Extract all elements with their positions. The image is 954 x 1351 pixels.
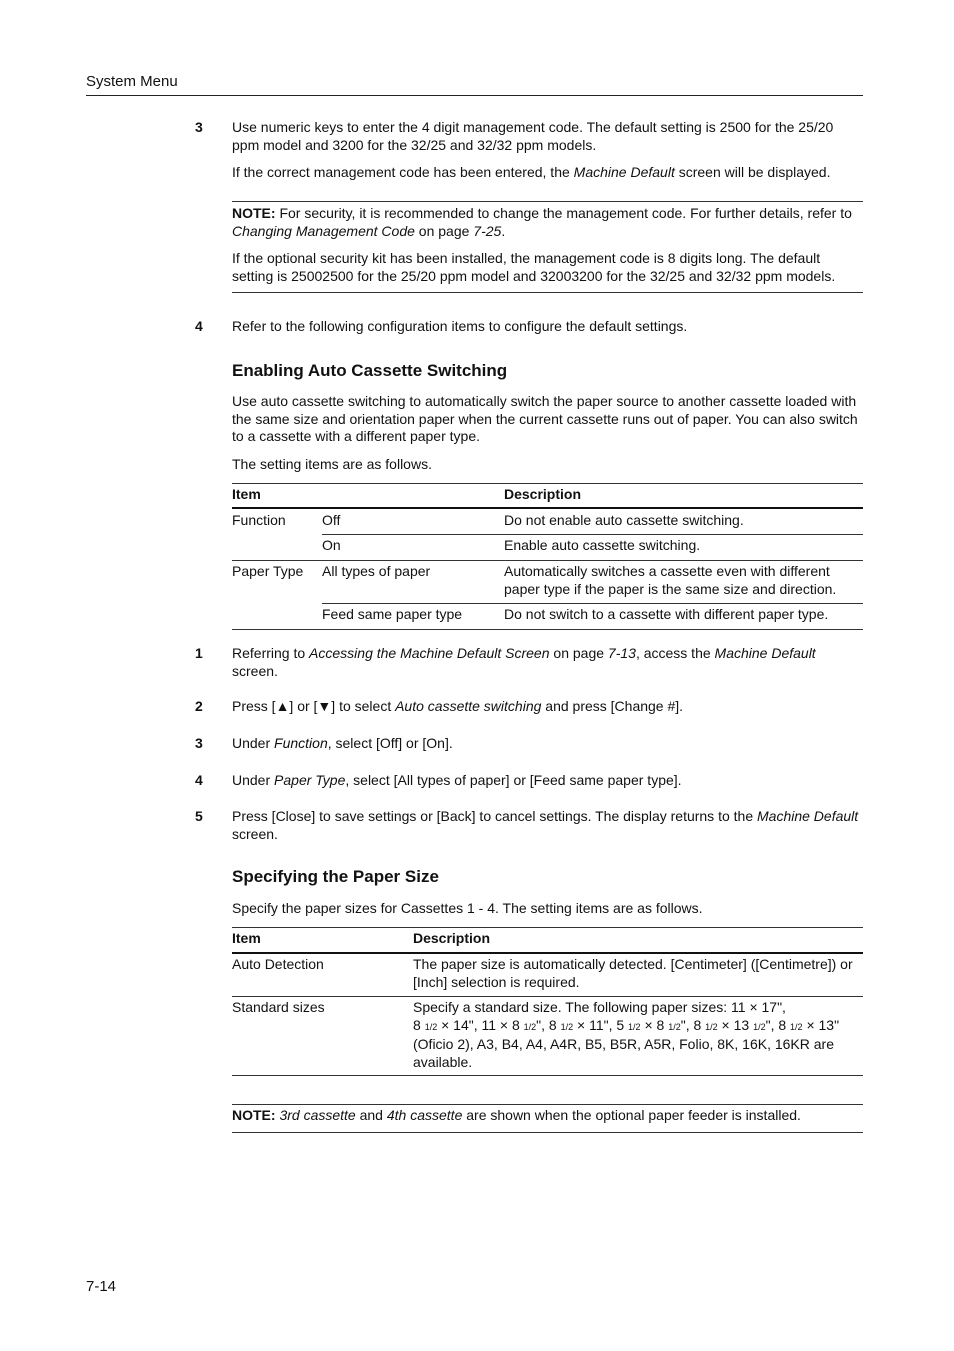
note-top-rule bbox=[232, 201, 863, 202]
step-number: 2 bbox=[195, 698, 203, 714]
table-cell-description: Specify a standard size. The following paper sizes: 11 × 17", 8 1/2 × 14", 11 × 8 1/2", 8 1/2 × 11", 5 1/2 × 8 1/2", 8 1/2 × 13 1/2", 8 1/2 × 13" (Oficio 2), A3, B4, A4, A4R, B5, B5R, A5R, Folio, 8K, 16K, 16KR are available. bbox=[413, 999, 840, 1070]
step-text: Use numeric keys to enter the 4 digit management code. The default setting is 2500 for the 25/20 ppm model and 3200 for the 32/25 and 32/32 ppm models. bbox=[232, 119, 834, 153]
table-cell-option: On bbox=[322, 537, 341, 553]
step-number: 1 bbox=[195, 645, 203, 661]
table-cell-item: Paper Type bbox=[232, 563, 304, 579]
step-number: 4 bbox=[195, 318, 203, 334]
running-header: System Menu bbox=[86, 73, 178, 90]
step-subtext: If the correct management code has been entered, the Machine Default screen will be displayed. bbox=[232, 164, 831, 180]
section-heading: Specifying the Paper Size bbox=[232, 867, 439, 886]
table-cell-description: Do not switch to a cassette with different paper type. bbox=[504, 606, 829, 622]
step-number: 3 bbox=[195, 119, 203, 135]
step-text: Refer to the following configuration items to configure the default settings. bbox=[232, 318, 688, 334]
table-header-description: Description bbox=[413, 930, 491, 946]
table-row-rule bbox=[322, 603, 863, 604]
table-bottom-rule bbox=[232, 1075, 863, 1076]
table-cell-description: Do not enable auto cassette switching. bbox=[504, 512, 744, 528]
table-header-rule bbox=[232, 507, 863, 509]
table-header-rule bbox=[232, 952, 863, 954]
table-header-description: Description bbox=[504, 486, 582, 502]
table-cell-option: All types of paper bbox=[322, 563, 431, 579]
step-number: 3 bbox=[195, 735, 203, 751]
step-text: Under Function, select [Off] or [On]. bbox=[232, 735, 453, 751]
step-text: Referring to Accessing the Machine Default Screen on page 7-13, access the Machine Default screen. bbox=[232, 645, 816, 679]
table-header-item: Item bbox=[232, 930, 261, 946]
page-number: 7-14 bbox=[86, 1278, 117, 1295]
note-text: NOTE: For security, it is recommended to change the management code. For further details, refer to Changing Management Code on page 7-25. bbox=[232, 205, 852, 239]
note-paragraph: If the optional security kit has been installed, the management code is 8 digits long. The default setting is 25002500 for the 25/20 ppm model and 32003200 for the 32/25 and 32/32 ppm models. bbox=[232, 250, 836, 284]
step-number: 4 bbox=[195, 772, 203, 788]
table-bottom-rule bbox=[232, 629, 863, 630]
table-row-rule bbox=[232, 560, 863, 561]
table-row-rule bbox=[232, 996, 863, 997]
step-text: Under Paper Type, select [All types of paper] or [Feed same paper type]. bbox=[232, 772, 682, 788]
section-heading: Enabling Auto Cassette Switching bbox=[232, 361, 508, 380]
table-cell-item: Standard sizes bbox=[232, 999, 325, 1015]
table-top-rule bbox=[232, 927, 863, 928]
step-text: Press [Close] to save settings or [Back] to cancel settings. The display returns to the Machine Default screen. bbox=[232, 808, 859, 842]
table-cell-option: Feed same paper type bbox=[322, 606, 463, 622]
section-intro: Use auto cassette switching to automatically switch the paper source to another cassette loaded with the same size and orientation paper when the current cassette runs out of paper. You can also switch to a cassette with a different paper type. bbox=[232, 393, 858, 444]
note-bottom-rule bbox=[232, 1132, 863, 1133]
header-rule bbox=[86, 95, 863, 96]
table-cell-item: Function bbox=[232, 512, 286, 528]
table-top-rule bbox=[232, 483, 863, 484]
note-bottom-rule bbox=[232, 292, 863, 293]
step-number: 5 bbox=[195, 808, 203, 824]
section-lead: The setting items are as follows. bbox=[232, 456, 432, 472]
note-text: NOTE: 3rd cassette and 4th cassette are shown when the optional paper feeder is installed. bbox=[232, 1107, 801, 1123]
note-top-rule bbox=[232, 1104, 863, 1105]
table-row-rule bbox=[322, 534, 863, 535]
table-cell-description: The paper size is automatically detected. [Centimeter] ([Centimetre]) or [Inch] selection is required. bbox=[413, 956, 853, 990]
table-cell-item: Auto Detection bbox=[232, 956, 324, 972]
table-cell-description: Automatically switches a cassette even with different paper type if the paper is the same size and direction. bbox=[504, 563, 837, 597]
section-intro: Specify the paper sizes for Cassettes 1 - 4. The setting items are as follows. bbox=[232, 900, 703, 916]
table-header-item: Item bbox=[232, 486, 261, 502]
table-cell-description: Enable auto cassette switching. bbox=[504, 537, 701, 553]
table-cell-option: Off bbox=[322, 512, 341, 528]
step-text: Press [▲] or [▼] to select Auto cassette switching and press [Change #]. bbox=[232, 698, 684, 714]
